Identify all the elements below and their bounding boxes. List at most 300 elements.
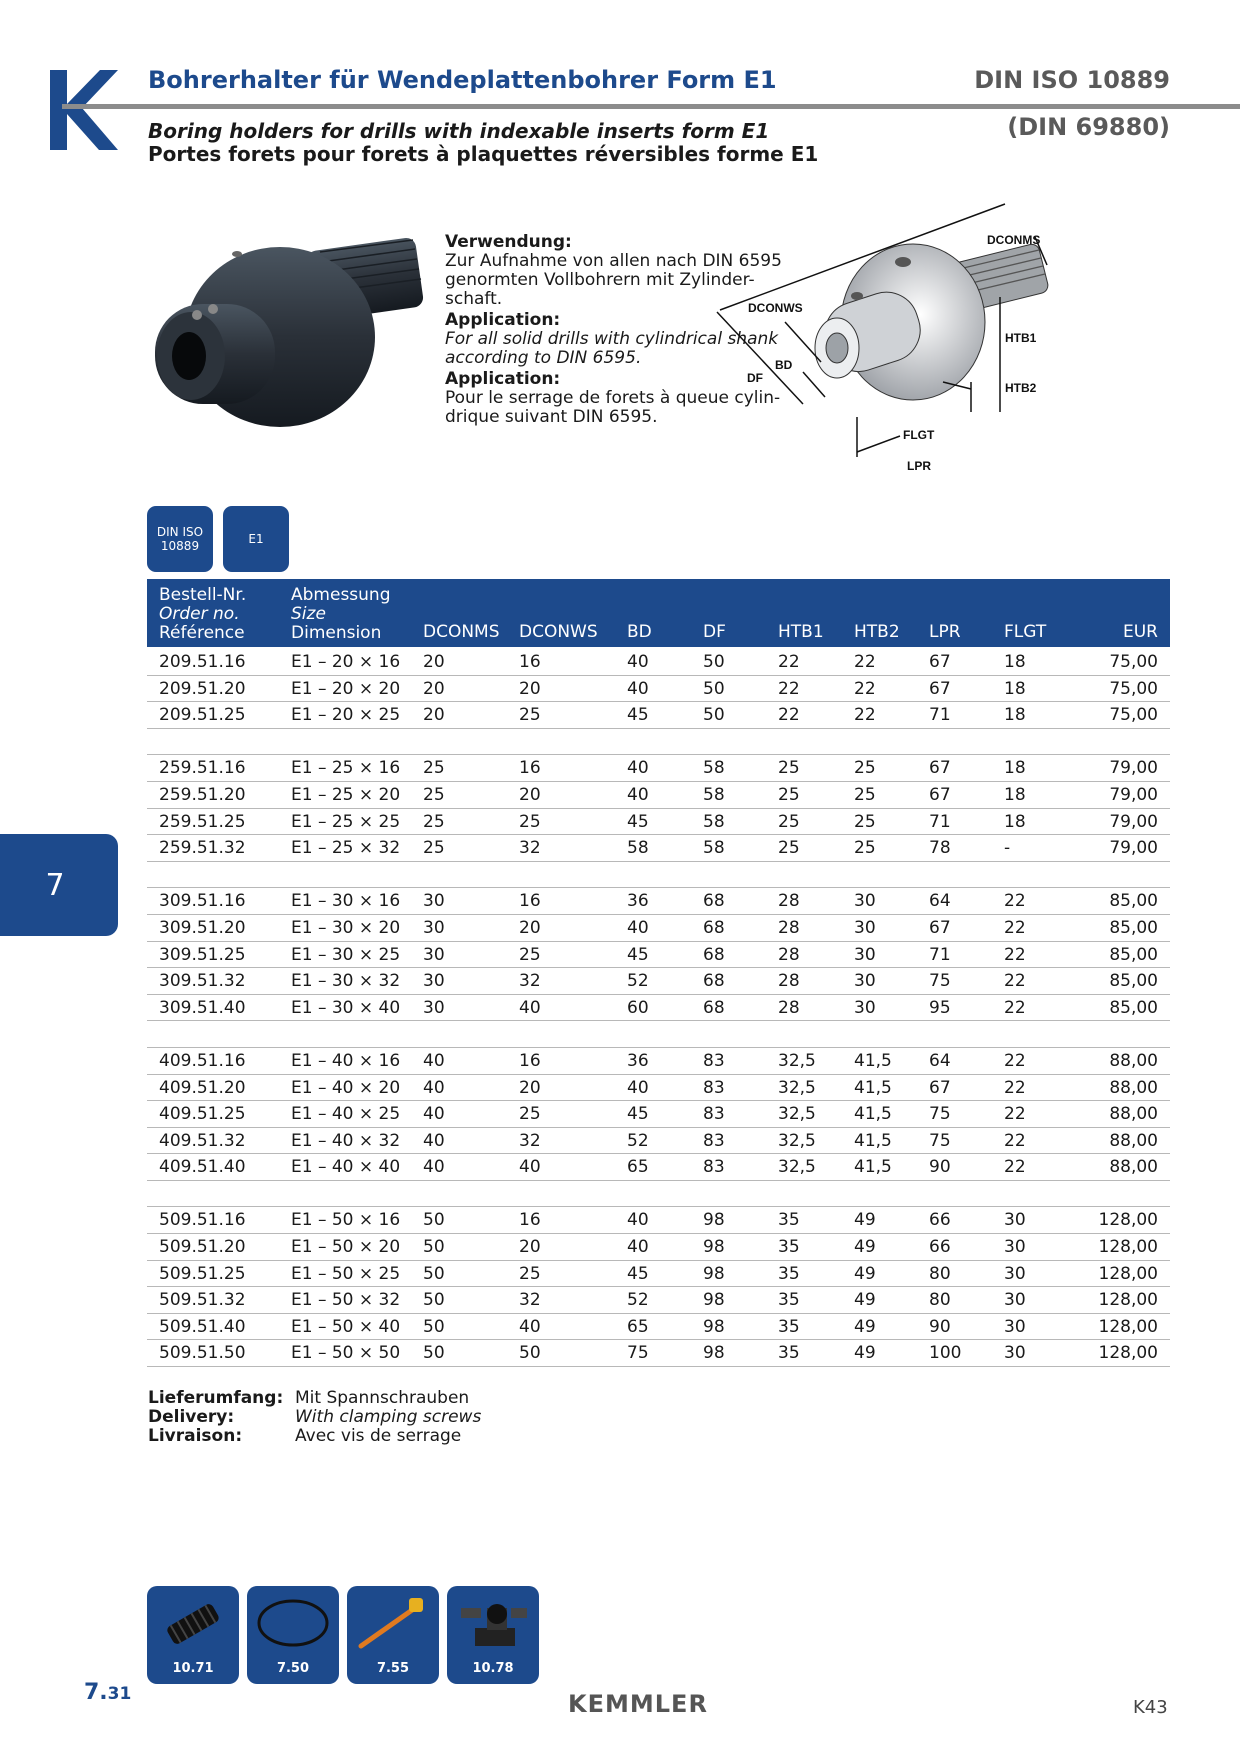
cell-size: E1 – 50 × 16 xyxy=(291,1210,401,1231)
accessory-tile-2[interactable] xyxy=(247,1586,339,1684)
cell-htb1: 35 xyxy=(778,1343,800,1364)
cell-htb1: 25 xyxy=(778,838,800,859)
header-order-no: Bestell-Nr. Order no. Référence xyxy=(159,585,247,643)
cell-dconms: 40 xyxy=(423,1130,445,1151)
cell-dconms: 50 xyxy=(423,1237,445,1258)
cell-df: 68 xyxy=(703,997,725,1018)
cell-htb1: 22 xyxy=(778,705,800,726)
cell-size: E1 – 20 × 25 xyxy=(291,705,401,726)
cell-size: E1 – 30 × 25 xyxy=(291,944,401,965)
cell-dconws: 25 xyxy=(519,944,541,965)
cell-lpr: 80 xyxy=(929,1263,951,1284)
product-photo-icon xyxy=(145,232,435,437)
cell-flgt: 22 xyxy=(1004,971,1026,992)
cell-dconws: 20 xyxy=(519,917,541,938)
cell-lpr: 71 xyxy=(929,811,951,832)
cell-lpr: 75 xyxy=(929,1104,951,1125)
cell-df: 98 xyxy=(703,1237,725,1258)
header-htb2: HTB2 xyxy=(854,622,900,642)
table-row xyxy=(147,1101,1170,1128)
table-header xyxy=(147,579,1170,647)
cell-size: E1 – 40 × 20 xyxy=(291,1077,401,1098)
cell-eur: 85,00 xyxy=(1109,944,1158,965)
cell-bd: 45 xyxy=(627,944,649,965)
cell-order-no: 209.51.25 xyxy=(159,705,246,726)
header-bd: BD xyxy=(627,622,652,642)
cell-order-no: 509.51.32 xyxy=(159,1290,246,1311)
cell-flgt: 30 xyxy=(1004,1237,1026,1258)
header-rule xyxy=(62,104,1240,109)
cell-dconws: 16 xyxy=(519,652,541,672)
table-row xyxy=(147,968,1170,995)
cell-htb2: 22 xyxy=(854,678,876,699)
table-row xyxy=(147,888,1170,915)
accessory-tile-1[interactable] xyxy=(147,1586,239,1684)
cell-lpr: 64 xyxy=(929,1050,951,1071)
cell-order-no: 309.51.32 xyxy=(159,971,246,992)
cell-eur: 88,00 xyxy=(1109,1130,1158,1151)
cell-eur: 85,00 xyxy=(1109,891,1158,912)
cell-order-no: 259.51.32 xyxy=(159,838,246,859)
cell-order-no: 309.51.40 xyxy=(159,997,246,1018)
group-spacer xyxy=(147,729,1170,756)
cell-bd: 45 xyxy=(627,1263,649,1284)
cell-bd: 45 xyxy=(627,705,649,726)
table-row xyxy=(147,702,1170,729)
brand-logo-text: KEMMLER xyxy=(568,1690,708,1718)
cell-eur: 128,00 xyxy=(1098,1210,1158,1231)
cell-htb2: 49 xyxy=(854,1210,876,1231)
cell-eur: 128,00 xyxy=(1098,1316,1158,1337)
cell-dconws: 32 xyxy=(519,971,541,992)
cell-lpr: 66 xyxy=(929,1237,951,1258)
cell-htb1: 32,5 xyxy=(778,1157,816,1178)
kemmler-logo-icon xyxy=(50,70,118,150)
usage-text-en-1: For all solid drills with cylindrical shank xyxy=(445,329,779,349)
usage-heading-de: Verwendung: xyxy=(445,232,572,252)
cell-df: 98 xyxy=(703,1316,725,1337)
accessory-tile-3[interactable] xyxy=(347,1586,439,1684)
delivery-value-fr: Avec vis de serrage xyxy=(295,1426,462,1446)
cell-htb2: 49 xyxy=(854,1263,876,1284)
drawing-label-lpr: LPR xyxy=(907,459,931,473)
cell-df: 83 xyxy=(703,1104,725,1125)
cell-df: 98 xyxy=(703,1343,725,1364)
table-row xyxy=(147,1154,1170,1181)
cell-eur: 79,00 xyxy=(1109,838,1158,859)
cell-size: E1 – 20 × 20 xyxy=(291,678,401,699)
cell-df: 58 xyxy=(703,784,725,805)
cell-bd: 52 xyxy=(627,1130,649,1151)
cell-htb1: 25 xyxy=(778,784,800,805)
drawing-label-htb2: HTB2 xyxy=(1005,381,1037,395)
cell-bd: 45 xyxy=(627,1104,649,1125)
cell-dconms: 30 xyxy=(423,971,445,992)
cell-bd: 40 xyxy=(627,1237,649,1258)
cell-bd: 40 xyxy=(627,1210,649,1231)
cell-lpr: 67 xyxy=(929,1077,951,1098)
cell-size: E1 – 30 × 32 xyxy=(291,971,401,992)
cell-dconms: 20 xyxy=(423,652,445,672)
cell-dconws: 16 xyxy=(519,1050,541,1071)
cell-htb2: 25 xyxy=(854,811,876,832)
cell-htb1: 25 xyxy=(778,811,800,832)
page-title-en: Boring holders for drills with indexable inserts form E1 xyxy=(148,119,770,143)
table-row xyxy=(147,942,1170,969)
cell-lpr: 90 xyxy=(929,1316,951,1337)
cell-dconms: 30 xyxy=(423,917,445,938)
cell-bd: 65 xyxy=(627,1157,649,1178)
cell-order-no: 309.51.25 xyxy=(159,944,246,965)
cell-htb1: 28 xyxy=(778,891,800,912)
usage-text-fr-2: drique suivant DIN 6595. xyxy=(445,407,658,427)
cell-dconws: 20 xyxy=(519,1237,541,1258)
technical-drawing xyxy=(747,232,1175,512)
cell-htb1: 32,5 xyxy=(778,1104,816,1125)
drawing-label-dconws: DCONWS xyxy=(748,301,803,315)
drawing-label-flgt: FLGT xyxy=(903,428,935,442)
cell-df: 83 xyxy=(703,1130,725,1151)
table-row xyxy=(147,1128,1170,1155)
cell-lpr: 67 xyxy=(929,784,951,805)
cell-htb2: 41,5 xyxy=(854,1077,892,1098)
header-dconws: DCONWS xyxy=(519,622,598,642)
cell-order-no: 259.51.25 xyxy=(159,811,246,832)
page-title-de: Bohrerhalter für Wendeplattenbohrer Form E1 xyxy=(148,66,777,94)
cell-htb2: 30 xyxy=(854,891,876,912)
table-row xyxy=(147,835,1170,862)
cell-bd: 58 xyxy=(627,838,649,859)
cell-order-no: 259.51.20 xyxy=(159,784,246,805)
cell-dconms: 40 xyxy=(423,1157,445,1178)
cell-order-no: 409.51.20 xyxy=(159,1077,246,1098)
cell-order-no: 409.51.25 xyxy=(159,1104,246,1125)
cell-order-no: 409.51.16 xyxy=(159,1050,246,1071)
cell-df: 50 xyxy=(703,652,725,672)
cell-lpr: 100 xyxy=(929,1343,962,1364)
cell-order-no: 509.51.50 xyxy=(159,1343,246,1364)
cell-dconms: 50 xyxy=(423,1263,445,1284)
cell-size: E1 – 50 × 20 xyxy=(291,1237,401,1258)
header-eur: EUR xyxy=(1123,622,1158,642)
cell-dconms: 20 xyxy=(423,678,445,699)
cell-htb2: 41,5 xyxy=(854,1050,892,1071)
accessory-code-4: 10.78 xyxy=(472,1661,514,1676)
cell-size: E1 – 25 × 32 xyxy=(291,838,401,859)
usage-text-de-2: genormten Vollbohrern mit Zylinder- xyxy=(445,270,755,290)
chapter-tab[interactable] xyxy=(0,834,118,936)
cell-dconws: 32 xyxy=(519,838,541,859)
cell-flgt: 22 xyxy=(1004,944,1026,965)
cell-dconms: 20 xyxy=(423,705,445,726)
cell-eur: 85,00 xyxy=(1109,917,1158,938)
cell-dconms: 50 xyxy=(423,1316,445,1337)
standard-tag-line2: 10889 xyxy=(160,539,200,553)
table-row xyxy=(147,1287,1170,1314)
cell-df: 68 xyxy=(703,917,725,938)
table-row xyxy=(147,755,1170,782)
cell-size: E1 – 40 × 25 xyxy=(291,1104,401,1125)
cell-size: E1 – 30 × 20 xyxy=(291,917,401,938)
cell-flgt: 30 xyxy=(1004,1343,1026,1364)
cell-dconws: 20 xyxy=(519,678,541,699)
cell-size: E1 – 40 × 32 xyxy=(291,1130,401,1151)
cell-dconws: 25 xyxy=(519,705,541,726)
cell-flgt: 22 xyxy=(1004,1104,1026,1125)
cell-df: 58 xyxy=(703,838,725,859)
usage-heading-en: Application: xyxy=(445,310,561,330)
cell-bd: 36 xyxy=(627,1050,649,1071)
cell-bd: 40 xyxy=(627,1077,649,1098)
cell-size: E1 – 40 × 40 xyxy=(291,1157,401,1178)
cell-flgt: 30 xyxy=(1004,1263,1026,1284)
header-flgt: FLGT xyxy=(1004,622,1047,642)
accessory-code-1: 10.71 xyxy=(172,1661,214,1676)
cell-size: E1 – 30 × 16 xyxy=(291,891,401,912)
form-tag-label: E1 xyxy=(248,532,264,546)
cell-size: E1 – 30 × 40 xyxy=(291,997,401,1018)
cell-order-no: 309.51.16 xyxy=(159,891,246,912)
cell-htb2: 25 xyxy=(854,838,876,859)
header-size: Abmessung Size Dimension xyxy=(291,585,391,643)
page-title-fr: Portes forets pour forets à plaquettes réversibles forme E1 xyxy=(148,142,819,166)
cell-htb2: 41,5 xyxy=(854,1104,892,1125)
table-row xyxy=(147,1261,1170,1288)
cell-htb2: 41,5 xyxy=(854,1157,892,1178)
cell-order-no: 509.51.40 xyxy=(159,1316,246,1337)
cell-lpr: 95 xyxy=(929,997,951,1018)
cell-flgt: - xyxy=(1004,838,1011,859)
cell-lpr: 78 xyxy=(929,838,951,859)
cell-flgt: 22 xyxy=(1004,1050,1026,1071)
cell-lpr: 90 xyxy=(929,1157,951,1178)
cell-flgt: 22 xyxy=(1004,891,1026,912)
usage-description xyxy=(445,233,790,429)
cell-flgt: 30 xyxy=(1004,1210,1026,1231)
cell-df: 98 xyxy=(703,1210,725,1231)
cell-eur: 88,00 xyxy=(1109,1077,1158,1098)
cell-order-no: 509.51.25 xyxy=(159,1263,246,1284)
cell-df: 58 xyxy=(703,811,725,832)
cell-size: E1 – 50 × 40 xyxy=(291,1316,401,1337)
header-htb1: HTB1 xyxy=(778,622,824,642)
cell-df: 83 xyxy=(703,1157,725,1178)
catalog-code: K43 xyxy=(1133,1697,1168,1718)
cell-eur: 128,00 xyxy=(1098,1290,1158,1311)
cell-lpr: 64 xyxy=(929,891,951,912)
cell-bd: 75 xyxy=(627,1343,649,1364)
usage-heading-fr: Application: xyxy=(445,369,561,389)
standard-label: DIN ISO 10889 xyxy=(974,66,1170,94)
table-row xyxy=(147,809,1170,836)
header-df: DF xyxy=(703,622,726,642)
standard-alt-label: (DIN 69880) xyxy=(1007,113,1170,141)
cell-df: 58 xyxy=(703,758,725,779)
cell-htb1: 32,5 xyxy=(778,1050,816,1071)
cell-eur: 79,00 xyxy=(1109,811,1158,832)
cell-flgt: 22 xyxy=(1004,1157,1026,1178)
cell-df: 68 xyxy=(703,971,725,992)
cell-size: E1 – 25 × 16 xyxy=(291,758,401,779)
cell-dconms: 30 xyxy=(423,997,445,1018)
cell-htb1: 32,5 xyxy=(778,1130,816,1151)
cell-df: 50 xyxy=(703,678,725,699)
cell-flgt: 22 xyxy=(1004,1130,1026,1151)
cell-df: 68 xyxy=(703,944,725,965)
table-row xyxy=(147,1048,1170,1075)
cell-bd: 45 xyxy=(627,811,649,832)
table-row xyxy=(147,649,1170,676)
table-row xyxy=(147,1234,1170,1261)
cell-lpr: 67 xyxy=(929,678,951,699)
cell-size: E1 – 50 × 25 xyxy=(291,1263,401,1284)
cell-dconms: 30 xyxy=(423,891,445,912)
cell-htb1: 35 xyxy=(778,1316,800,1337)
accessory-code-2: 7.50 xyxy=(276,1661,310,1676)
cell-eur: 75,00 xyxy=(1109,705,1158,726)
cell-lpr: 75 xyxy=(929,1130,951,1151)
cell-df: 98 xyxy=(703,1263,725,1284)
cell-lpr: 71 xyxy=(929,944,951,965)
cell-dconms: 50 xyxy=(423,1343,445,1364)
cell-lpr: 80 xyxy=(929,1290,951,1311)
table-row xyxy=(147,1340,1170,1367)
cell-lpr: 67 xyxy=(929,652,951,672)
table-row xyxy=(147,1075,1170,1102)
cell-flgt: 30 xyxy=(1004,1316,1026,1337)
delivery-label-en: Delivery: xyxy=(148,1407,235,1427)
cell-bd: 60 xyxy=(627,997,649,1018)
cell-htb2: 30 xyxy=(854,944,876,965)
cell-dconms: 25 xyxy=(423,758,445,779)
cell-eur: 75,00 xyxy=(1109,652,1158,672)
usage-text-de-1: Zur Aufnahme von allen nach DIN 6595 xyxy=(445,251,782,271)
cell-htb2: 30 xyxy=(854,917,876,938)
cell-dconws: 32 xyxy=(519,1290,541,1311)
cell-eur: 88,00 xyxy=(1109,1050,1158,1071)
standard-tag xyxy=(147,506,213,572)
cell-dconms: 50 xyxy=(423,1290,445,1311)
accessory-tile-4[interactable] xyxy=(447,1586,539,1684)
cell-dconws: 16 xyxy=(519,758,541,779)
cell-bd: 65 xyxy=(627,1316,649,1337)
table-row xyxy=(147,782,1170,809)
cell-eur: 88,00 xyxy=(1109,1157,1158,1178)
cell-bd: 36 xyxy=(627,891,649,912)
group-spacer xyxy=(147,1181,1170,1208)
cell-htb1: 35 xyxy=(778,1210,800,1231)
cell-eur: 79,00 xyxy=(1109,758,1158,779)
cell-eur: 85,00 xyxy=(1109,971,1158,992)
cell-lpr: 67 xyxy=(929,917,951,938)
cell-dconms: 40 xyxy=(423,1077,445,1098)
cell-eur: 88,00 xyxy=(1109,1104,1158,1125)
cell-eur: 128,00 xyxy=(1098,1343,1158,1364)
cell-flgt: 18 xyxy=(1004,652,1026,672)
cell-htb2: 49 xyxy=(854,1290,876,1311)
cell-lpr: 67 xyxy=(929,758,951,779)
cell-dconws: 25 xyxy=(519,1263,541,1284)
cell-flgt: 18 xyxy=(1004,811,1026,832)
cell-htb1: 22 xyxy=(778,652,800,672)
drawing-label-htb1: HTB1 xyxy=(1005,331,1037,345)
cell-df: 50 xyxy=(703,705,725,726)
table-row xyxy=(147,1207,1170,1234)
cell-order-no: 409.51.32 xyxy=(159,1130,246,1151)
cell-htb1: 25 xyxy=(778,758,800,779)
cell-flgt: 18 xyxy=(1004,705,1026,726)
cell-eur: 75,00 xyxy=(1109,678,1158,699)
cell-lpr: 75 xyxy=(929,971,951,992)
cell-dconms: 40 xyxy=(423,1104,445,1125)
delivery-value-en: With clamping screws xyxy=(295,1407,482,1427)
cell-flgt: 22 xyxy=(1004,1077,1026,1098)
cell-htb2: 30 xyxy=(854,997,876,1018)
cell-htb2: 25 xyxy=(854,758,876,779)
delivery-value-de: Mit Spannschrauben xyxy=(295,1388,470,1408)
cell-htb2: 49 xyxy=(854,1343,876,1364)
table-row xyxy=(147,995,1170,1022)
cell-dconws: 25 xyxy=(519,811,541,832)
cell-htb2: 49 xyxy=(854,1237,876,1258)
cell-eur: 79,00 xyxy=(1109,784,1158,805)
cell-bd: 40 xyxy=(627,784,649,805)
cell-bd: 40 xyxy=(627,917,649,938)
delivery-label-de: Lieferumfang: xyxy=(148,1388,284,1408)
table-row xyxy=(147,915,1170,942)
cell-htb2: 49 xyxy=(854,1316,876,1337)
cell-size: E1 – 20 × 16 xyxy=(291,652,401,672)
usage-text-de-3: schaft. xyxy=(445,289,503,309)
cell-bd: 52 xyxy=(627,971,649,992)
cell-dconws: 32 xyxy=(519,1130,541,1151)
cell-dconms: 25 xyxy=(423,784,445,805)
header-dconms: DCONMS xyxy=(423,622,500,642)
cell-flgt: 18 xyxy=(1004,784,1026,805)
cell-order-no: 509.51.20 xyxy=(159,1237,246,1258)
cell-flgt: 30 xyxy=(1004,1290,1026,1311)
cell-flgt: 22 xyxy=(1004,917,1026,938)
group-spacer xyxy=(147,1021,1170,1048)
cell-htb1: 28 xyxy=(778,997,800,1018)
drawing-label-bd: BD xyxy=(775,358,793,372)
cell-size: E1 – 25 × 25 xyxy=(291,811,401,832)
cell-bd: 40 xyxy=(627,678,649,699)
cell-bd: 40 xyxy=(627,758,649,779)
page-number: 7.31 xyxy=(84,1680,132,1705)
cell-eur: 128,00 xyxy=(1098,1263,1158,1284)
cell-eur: 128,00 xyxy=(1098,1237,1158,1258)
cell-size: E1 – 25 × 20 xyxy=(291,784,401,805)
cell-df: 98 xyxy=(703,1290,725,1311)
form-tag xyxy=(223,506,289,572)
cell-dconws: 20 xyxy=(519,1077,541,1098)
cell-htb1: 28 xyxy=(778,971,800,992)
cell-dconms: 30 xyxy=(423,944,445,965)
cell-flgt: 18 xyxy=(1004,758,1026,779)
usage-text-en-2: according to DIN 6595. xyxy=(445,348,642,368)
cell-htb1: 35 xyxy=(778,1290,800,1311)
cell-order-no: 409.51.40 xyxy=(159,1157,246,1178)
screw-icon xyxy=(153,1594,233,1652)
cell-dconws: 25 xyxy=(519,1104,541,1125)
table-row xyxy=(147,1314,1170,1341)
cell-bd: 52 xyxy=(627,1290,649,1311)
o-ring-icon xyxy=(253,1594,333,1652)
group-spacer xyxy=(147,862,1170,889)
cell-dconws: 40 xyxy=(519,997,541,1018)
drawing-label-df: DF xyxy=(747,371,763,385)
